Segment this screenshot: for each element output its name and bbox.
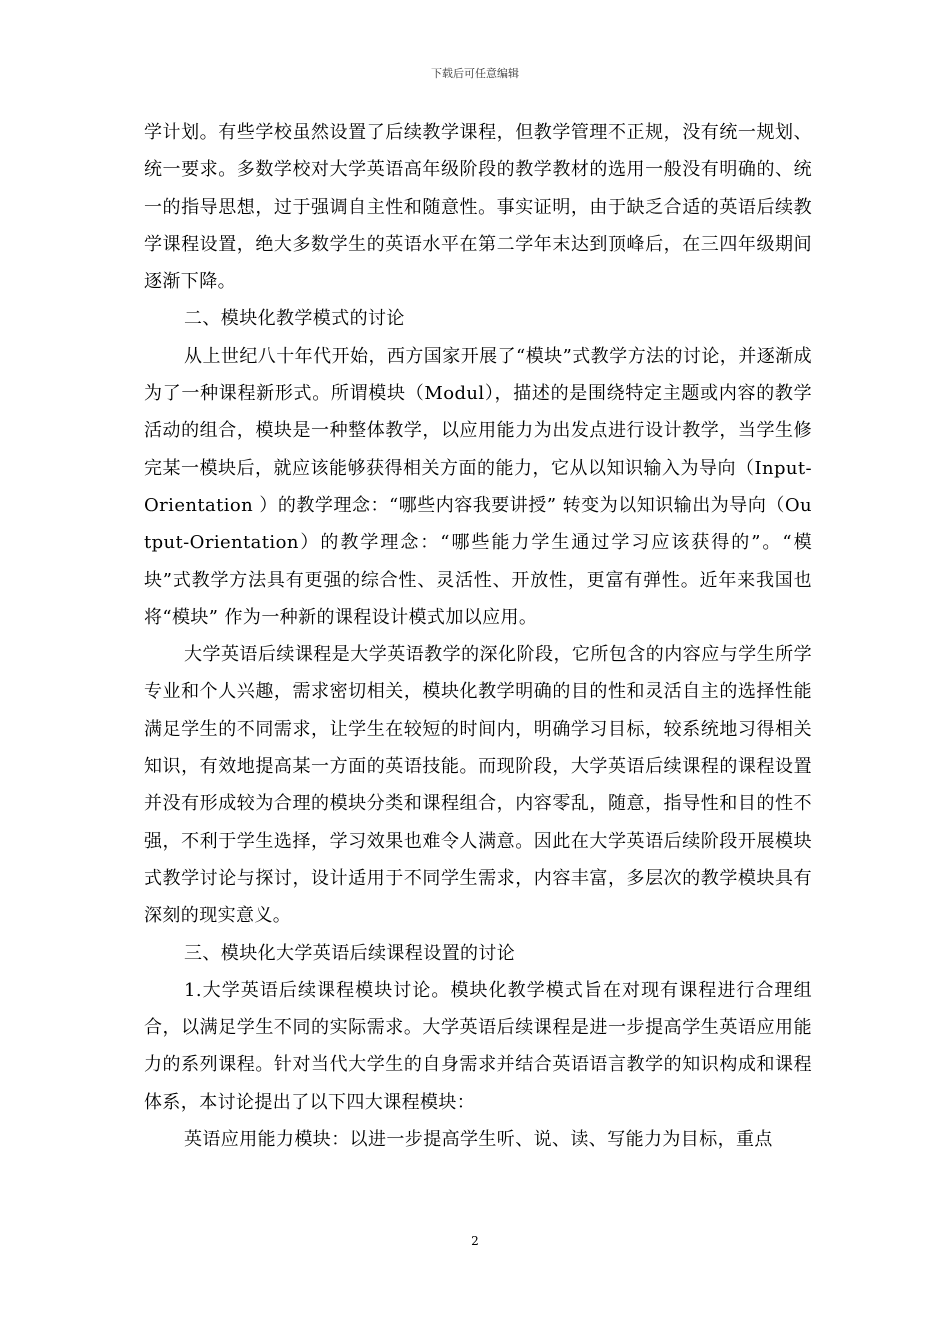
section-heading-3: 三、模块化大学英语后续课程设置的讨论 (184, 942, 516, 964)
paragraph-module-discussion: 1.大学英语后续课程模块讨论。模块化教学模式旨在对现有课程进行合理组合，以满足学生不同的实际需求。大学英语后续课程是进一步提高学生英语应用能力的系列课程。针对当代大学生的自身需求并结合英语语言教学的知识构成和课程体系，本讨论提出了以下四大课程模块： (144, 979, 812, 1113)
section-heading-2: 二、模块化教学模式的讨论 (184, 308, 405, 330)
paragraph-modular-teaching: 从上世纪八十年代开始，西方国家开展了“模块”式教学方法的讨论，并逐渐成为了一种课程新形式。所谓模块（Modul），描述的是围绕特定主题或内容的教学活动的组合，模块是一种整体教学，以应用能力为出发点进行设计教学，当学生修完某一模块后，就应该能够获得相关方面的能力，它从以知识输入为导向（Input- Orientation ）的教学理念：“哪些内容我要讲授” 转变为以知识输出为导向（Output-Orientation）的教学理念：“哪些能力学生通过学习应该获得的”。“模块”式教学方法具有更强的综合性、灵活性、开放性，更富有弹性。近年来我国也将“模块” 作为一种新的课程设计模式加以应用。 (144, 345, 812, 628)
page-header: 下载后可任意编辑 (431, 67, 519, 80)
paragraph-application-module: 英语应用能力模块：以进一步提高学生听、说、读、写能力为目标，重点 (184, 1129, 773, 1151)
document-body (144, 114, 812, 1158)
page-number: 2 (471, 1234, 479, 1248)
paragraph-follow-up-course: 大学英语后续课程是大学英语教学的深化阶段，它所包含的内容应与学生所学专业和个人兴趣，需求密切相关，模块化教学明确的目的性和灵活自主的选择性能满足学生的不同需求，让学生在较短的时间内，明确学习目标，较系统地习得相关知识，有效地提高某一方面的英语技能。而现阶段，大学英语后续课程的课程设置并没有形成较为合理的模块分类和课程组合，内容零乱，随意，指导性和目的性不强，不利于学生选择，学习效果也难令人满意。因此在大学英语后续阶段开展模块式教学讨论与探讨，设计适用于不同学生需求，内容丰富，多层次的教学模块具有深刻的现实意义。 (144, 644, 812, 927)
paragraph-continued: 学计划。有些学校虽然设置了后续教学课程，但教学管理不正规，没有统一规划、统一要求。多数学校对大学英语高年级阶段的教学教材的选用一般没有明确的、统一的指导思想，过于强调自主性和随意性。事实证明，由于缺乏合适的英语后续教学课程设置，绝大多数学生的英语水平在第二学年末达到顶峰后，在三四年级期间逐渐下降。 (144, 122, 812, 293)
